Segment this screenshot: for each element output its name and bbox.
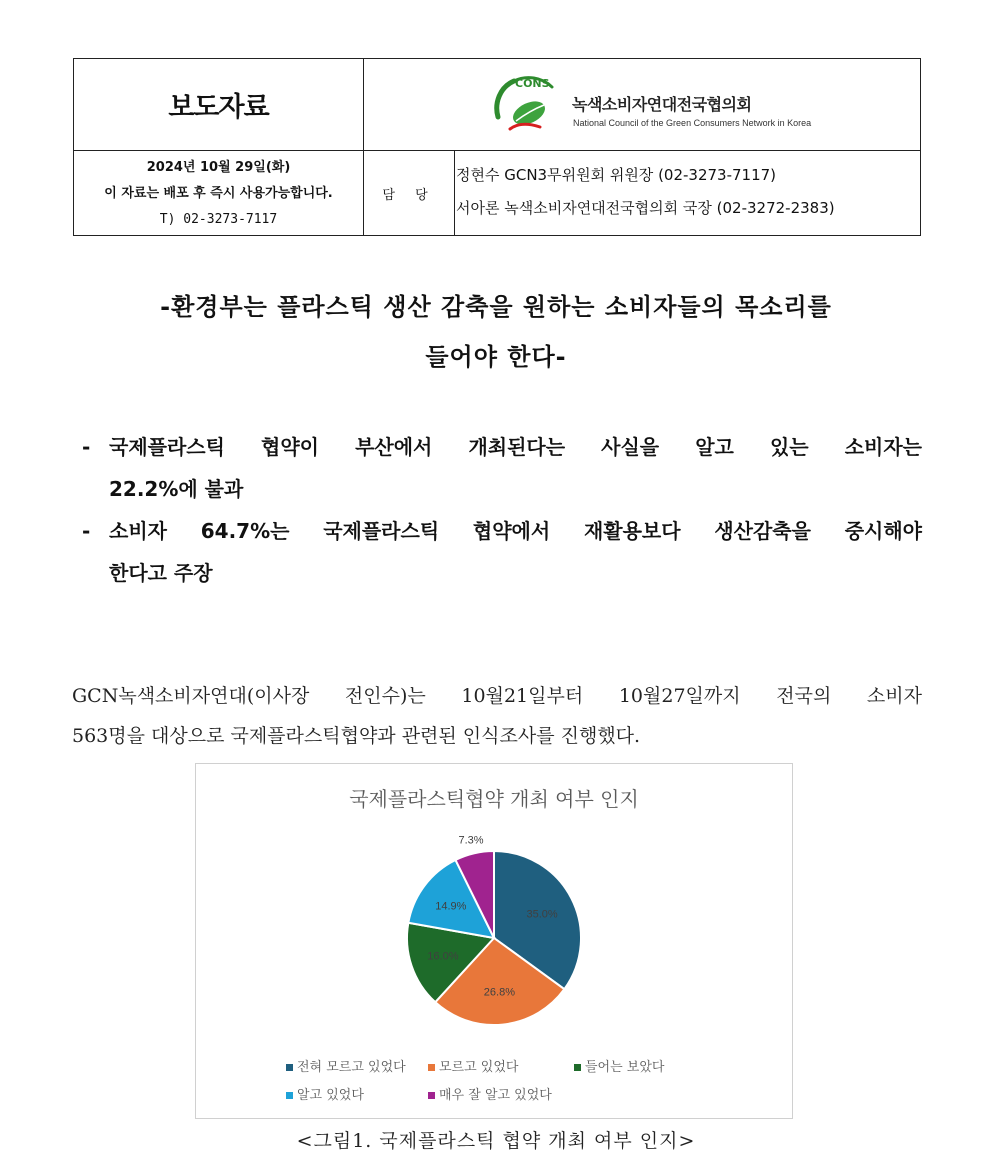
bullet-text-line: 국제플라스틱 협약이 부산에서 개최된다는 사실을 알고 있는 소비자는 bbox=[109, 435, 922, 459]
contact-line: 정현수 GCN3무위원회 위원장 (02-3273-7117) bbox=[456, 166, 777, 184]
svg-text:CONS: CONS bbox=[515, 77, 550, 90]
release-phone: T) 02-3273-7117 bbox=[159, 211, 278, 227]
pie-data-label: 35.0% bbox=[526, 908, 558, 921]
legend-swatch bbox=[428, 1064, 435, 1071]
bullet-text-line: 22.2%에 불과 bbox=[109, 477, 244, 501]
chart-title: 국제플라스틱협약 개최 여부 인지 bbox=[349, 787, 639, 811]
pie-data-label: 14.9% bbox=[435, 900, 467, 913]
headline-line-1: -환경부는 플라스틱 생산 감축을 원하는 소비자들의 목소리를 bbox=[160, 293, 832, 321]
legend-label: 매우 잘 알고 있었다 bbox=[439, 1088, 552, 1103]
paragraph-line: 563명을 대상으로 국제플라스틱협약과 관련된 인식조사를 진행했다. bbox=[72, 725, 641, 747]
release-date: 2024년 10월 29일(화) bbox=[146, 159, 291, 175]
contact-list bbox=[456, 159, 835, 225]
pie-data-label: 7.3% bbox=[458, 834, 484, 847]
figure-caption: <그림1. 국제플라스틱 협약 개최 여부 인지> bbox=[296, 1130, 696, 1152]
legend-swatch bbox=[286, 1092, 293, 1099]
summary-bullet bbox=[82, 510, 922, 594]
org-name-english: National Council of the Green Consumers Network in Korea bbox=[573, 118, 812, 128]
pie-chart bbox=[196, 764, 792, 1118]
bullet-dash: - bbox=[82, 435, 91, 459]
pie-data-label: 26.8% bbox=[483, 986, 516, 999]
release-info-cell bbox=[74, 151, 363, 236]
org-name-korean: 녹색소비자연대전국협의회 bbox=[572, 95, 752, 114]
legend-swatch bbox=[428, 1092, 435, 1099]
legend-label: 알고 있었다 bbox=[297, 1088, 364, 1103]
contact-line: 서아론 녹색소비자연대전국협의회 국장 (02-3272-2383) bbox=[456, 199, 835, 217]
body-paragraph bbox=[72, 676, 922, 756]
legend-swatch bbox=[286, 1064, 293, 1071]
press-release-title: 보도자료 bbox=[168, 92, 269, 123]
green-consumer-logo-icon bbox=[490, 73, 560, 135]
legend-label: 모르고 있었다 bbox=[439, 1060, 519, 1075]
summary-bullet bbox=[82, 426, 922, 510]
paragraph-line: GCN녹색소비자연대(이사장 전인수)는 10월21일부터 10월27일까지 전국의 소비자 bbox=[72, 685, 922, 707]
bullet-text-line: 소비자 64.7%는 국제플라스틱 협약에서 재활용보다 생산감축을 중시해야 bbox=[109, 519, 922, 543]
contact-label: 담 당 bbox=[382, 188, 436, 203]
release-note: 이 자료는 배포 후 즉시 사용가능합니다. bbox=[104, 185, 333, 201]
pie-data-label: 16.0% bbox=[427, 950, 459, 963]
legend-label: 전혀 모르고 있었다 bbox=[297, 1060, 406, 1075]
headline-line-2: 들어야 한다- bbox=[425, 343, 567, 371]
legend-label: 들어는 보았다 bbox=[585, 1060, 665, 1075]
bullet-dash: - bbox=[82, 519, 91, 543]
press-release-header-table bbox=[73, 58, 921, 236]
pie-chart-container bbox=[195, 763, 793, 1119]
organization-logo bbox=[364, 59, 921, 150]
legend-swatch bbox=[574, 1064, 581, 1071]
bullet-text-line: 한다고 주장 bbox=[109, 561, 213, 585]
